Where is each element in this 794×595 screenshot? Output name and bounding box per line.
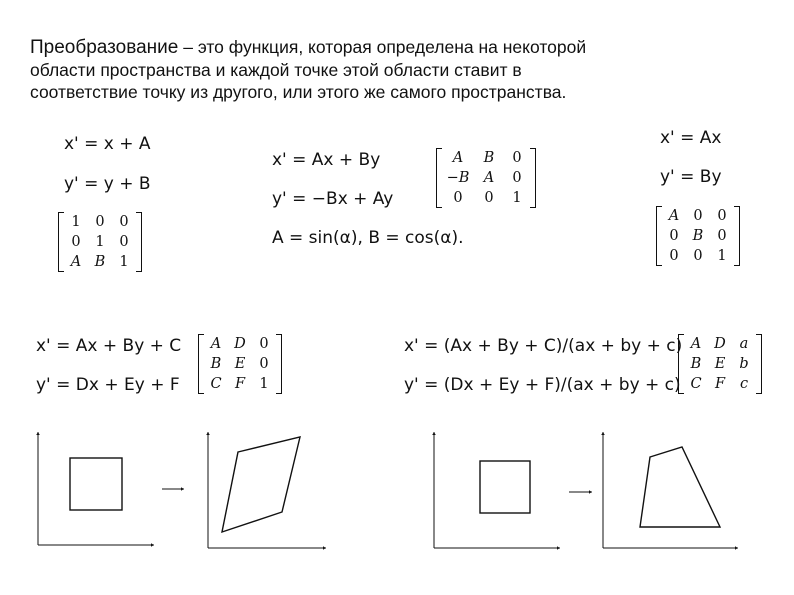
translation-eq-x: x' = x + A: [64, 134, 151, 154]
rotation-eq-y: y' = −Bx + Ay: [272, 189, 394, 209]
matrix-cell: 1: [717, 248, 727, 264]
matrix-cell: 0: [512, 170, 522, 186]
matrix-cell: 0: [453, 190, 463, 206]
matrix-cell: F: [714, 376, 726, 392]
matrix-cell: 0: [669, 228, 679, 244]
rotation-eq-ab: A = sin(α), B = cos(α).: [272, 228, 464, 248]
matrix-cell: 0: [512, 150, 522, 166]
matrix-cell: C: [690, 376, 702, 392]
matrix-cell: B: [94, 254, 106, 270]
affine-original-axes: [38, 432, 154, 545]
matrix-cell: c: [739, 376, 749, 392]
matrix-cell: E: [714, 356, 726, 372]
matrix-cell: 0: [693, 248, 703, 264]
intro-term: Преобразование: [30, 37, 179, 58]
matrix-cell: 1: [95, 234, 105, 250]
matrix-cell: 0: [71, 234, 81, 250]
translation-eq-y: y' = y + B: [64, 174, 151, 194]
matrix-cell: 1: [71, 214, 81, 230]
matrix-cell: E: [234, 356, 246, 372]
rotation-eq-x: x' = Ax + By: [272, 150, 381, 170]
matrix-cell: 0: [259, 356, 269, 372]
matrix-cell: 1: [259, 376, 269, 392]
matrix-cell: 1: [512, 190, 522, 206]
matrix-cell: A: [483, 170, 495, 186]
matrix-cell: A: [452, 150, 464, 166]
matrix-cell: 0: [693, 208, 703, 224]
matrix-cell: B: [690, 356, 702, 372]
matrix-cell: 1: [119, 254, 129, 270]
matrix-cell: B: [483, 150, 495, 166]
matrix-cell: A: [210, 336, 222, 352]
matrix-cell: 0: [669, 248, 679, 264]
matrix-cell: D: [714, 336, 726, 352]
intro-definition: – это функция, которая определена на некоторой области пространства и каждой точке этой области ставит в соответствие точку из другого, или этого же самого пространства.: [30, 37, 587, 102]
scaling-eq-x: x' = Ax: [660, 128, 722, 148]
affine-eq-x: x' = Ax + By + C: [36, 336, 182, 356]
matrix-cell: b: [739, 356, 749, 372]
matrix-cell: B: [692, 228, 704, 244]
matrix-cell: F: [234, 376, 246, 392]
quadrilateral-icon: [640, 447, 720, 527]
matrix-cell: 0: [119, 234, 129, 250]
matrix-cell: 0: [95, 214, 105, 230]
matrix-cell: A: [70, 254, 82, 270]
matrix-cell: D: [234, 336, 246, 352]
matrix-cell: A: [690, 336, 702, 352]
matrix-cell: 0: [717, 208, 727, 224]
projective-result-axes: [603, 432, 738, 548]
matrix-cell: a: [739, 336, 749, 352]
matrix-cell: 0: [119, 214, 129, 230]
matrix-cell: 0: [717, 228, 727, 244]
matrix-cell: 0: [259, 336, 269, 352]
square-icon: [480, 461, 530, 513]
projective-eq-y: y' = (Dx + Ey + F)/(ax + by + c): [404, 375, 681, 395]
matrix-cell: A: [668, 208, 680, 224]
matrix-cell: B: [210, 356, 222, 372]
scaling-eq-y: y' = By: [660, 167, 722, 187]
square-icon: [70, 458, 122, 510]
parallelogram-icon: [222, 437, 300, 532]
matrix-cell: 0: [484, 190, 494, 206]
projective-original-axes: [434, 432, 560, 548]
affine-eq-y: y' = Dx + Ey + F: [36, 375, 180, 395]
matrix-cell: −B: [446, 170, 470, 186]
matrix-cell: C: [210, 376, 222, 392]
projective-eq-x: x' = (Ax + By + C)/(ax + by + c): [404, 336, 683, 356]
